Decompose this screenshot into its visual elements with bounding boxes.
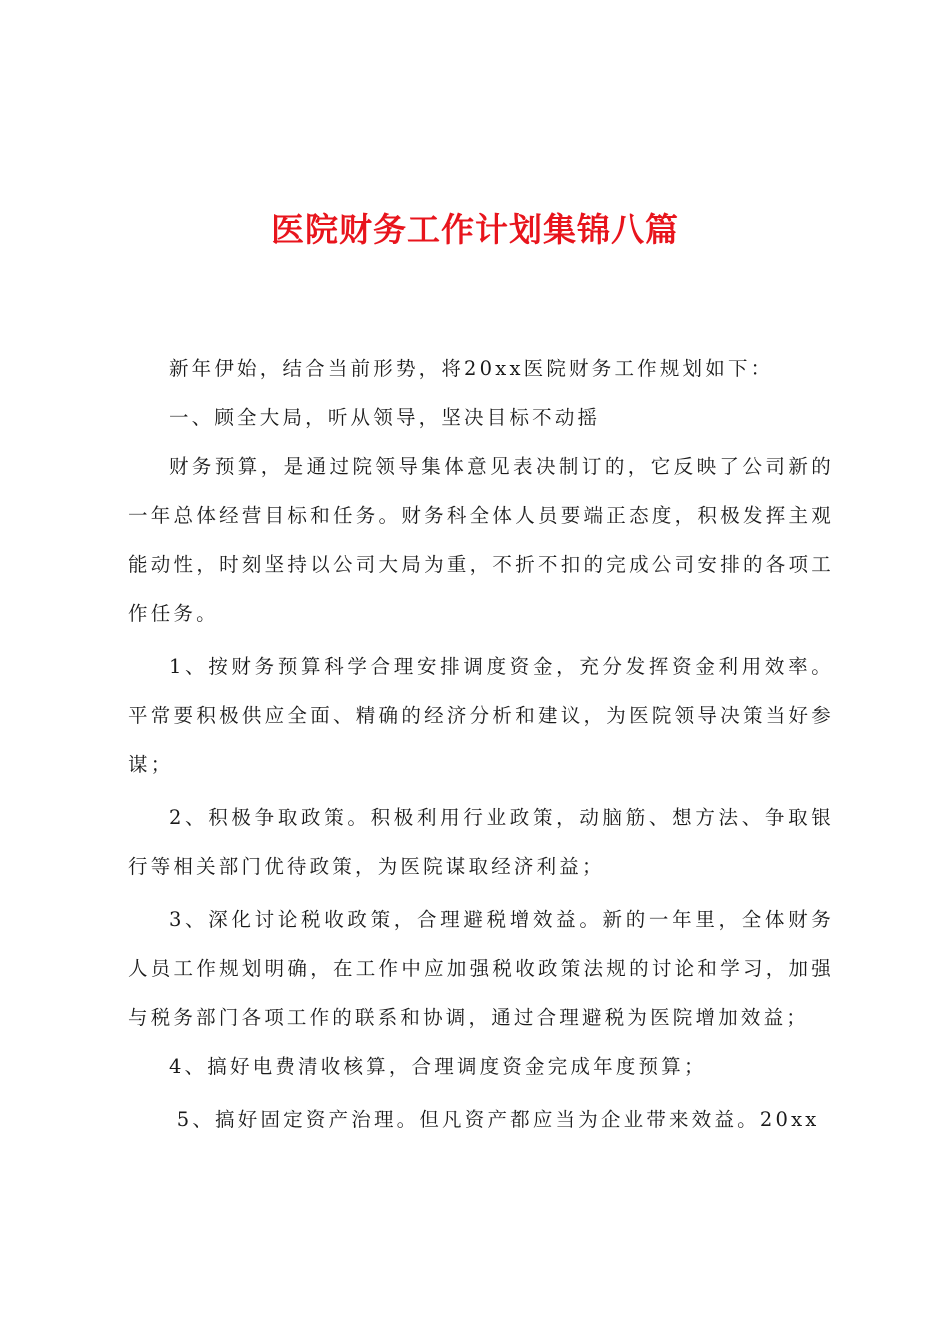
- paragraph-item-5: 5、搞好固定资产治理。但凡资产都应当为企业带来效益。20xx: [176, 1108, 820, 1131]
- paragraph-intro: 新年伊始，结合当前形势，将20xx医院财务工作规划如下：: [168, 357, 774, 380]
- paragraph-budget: 财务预算，是通过院领导集体意见表决制订的，它反映了公司新的一年总体经营目标和任务。财务科全体人员要端正态度，积极发挥主观能动性，时刻坚持以公司大局为重，不折不扣的完成公司安排的各项工作任务。: [128, 455, 834, 625]
- paragraph-item-2: 2、积极争取政策。积极利用行业政策，动脑筋、想方法、争取银行等相关部门优待政策，为医院谋取经济利益；: [128, 806, 834, 878]
- paragraph-item-1: 1、按财务预算科学合理安排调度资金，充分发挥资金利用效率。平常要积极供应全面、精确的经济分析和建议，为医院领导决策当好参谋；: [128, 655, 834, 776]
- paragraph-section-heading: 一、顾全大局，听从领导，坚决目标不动摇: [168, 406, 601, 429]
- document-body: [128, 344, 834, 1144]
- document-title: 医院财务工作计划集锦八篇: [271, 210, 679, 249]
- paragraph-item-4: 4、搞好电费清收核算，合理调度资金完成年度预算；: [168, 1055, 707, 1078]
- paragraph-item-3: 3、深化讨论税收政策，合理避税增效益。新的一年里，全体财务人员工作规划明确，在工作中应加强税收政策法规的讨论和学习，加强与税务部门各项工作的联系和协调，通过合理避税为医院增加效益；: [128, 908, 834, 1029]
